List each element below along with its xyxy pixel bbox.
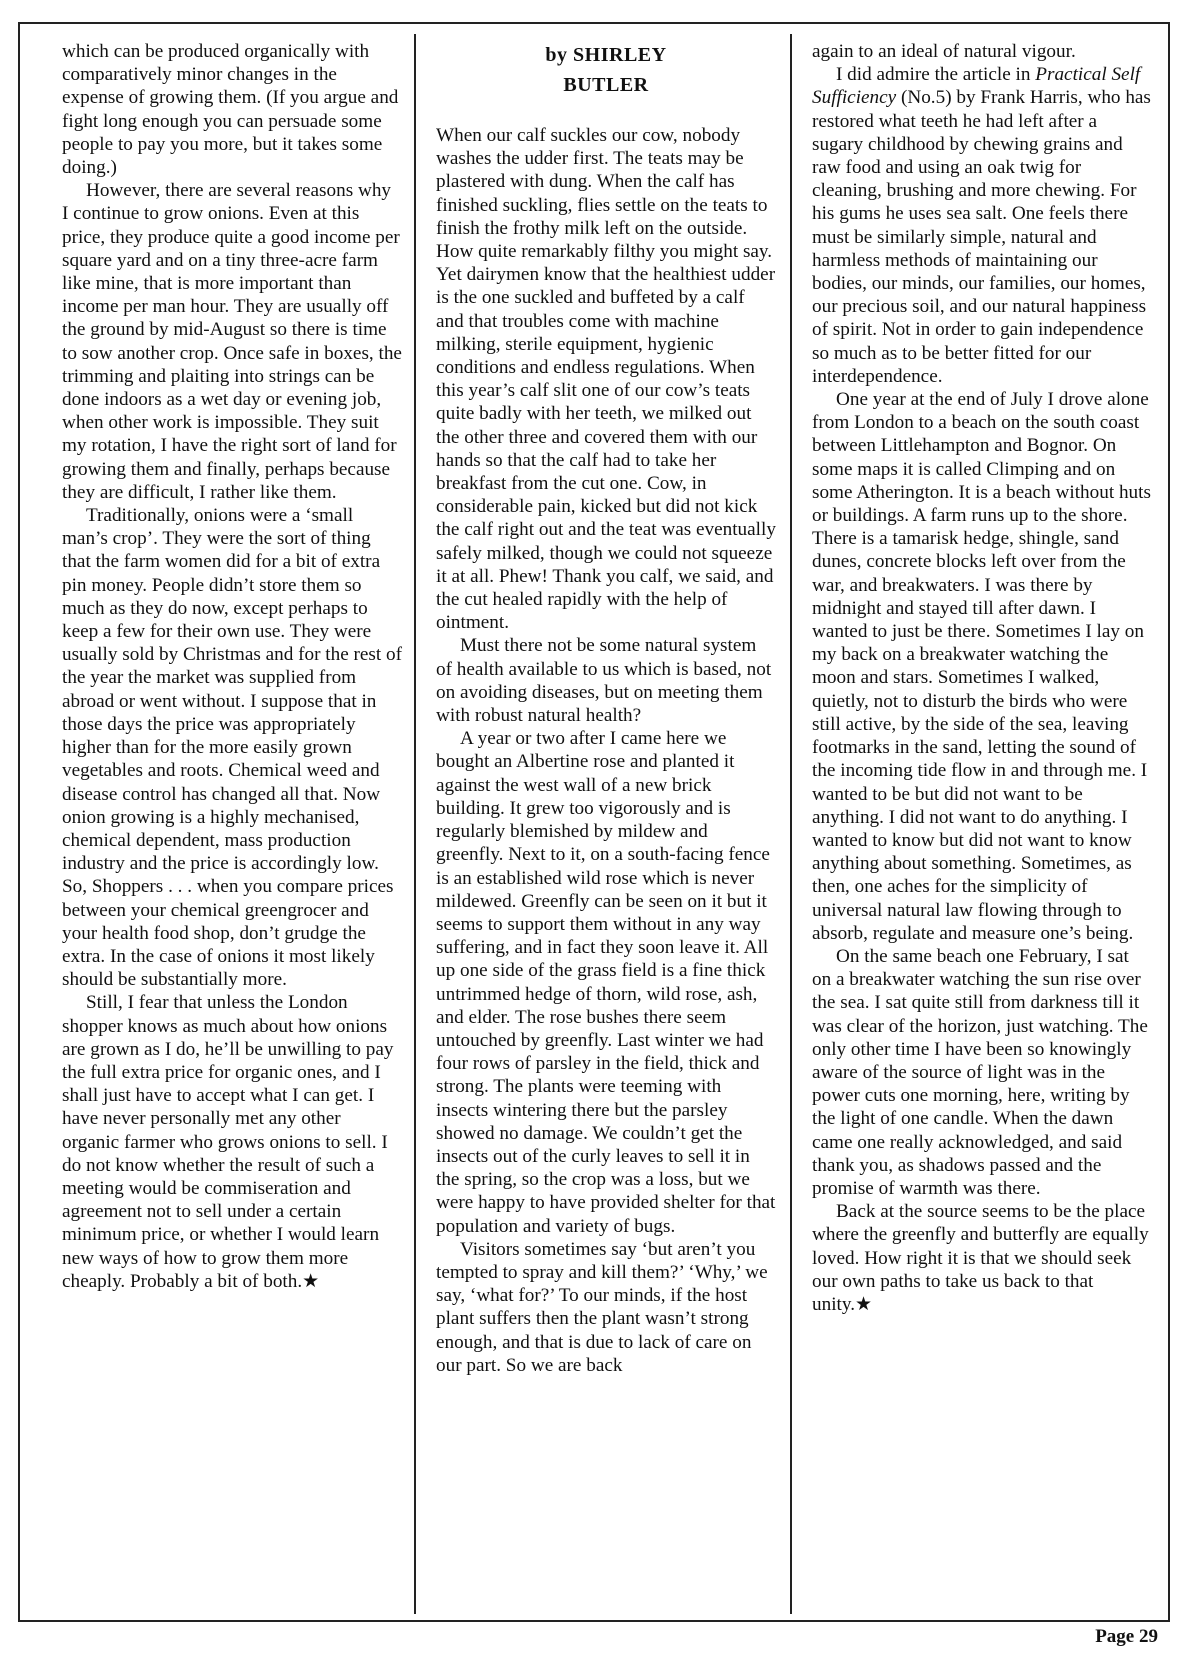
paragraph: However, there are several reasons why I continue to grow onions. Even at this price, they produce quite a good income per square yard and on a tiny three-acre farm like mine, that is more important than income per man hour. They are usually off the ground by mid-August so there is time to sow another crop. Once safe in boxes, the trimming and plaiting into strings can be done indoors as a wet day or evening job, when other work is impossible. They suit my rotation, I have the right sort of land for growing them and finally, perhaps because they are difficult, I rather like them. [62, 180, 402, 503]
paragraph: Visitors sometimes say ‘but aren’t you tempted to spray and kill them?’ ‘Why,’ we say, ‘what for?’ To our minds, if the host plant suffers then the plant wasn’t strong enough, and that is due to lack of care on our part. So we are back [436, 1238, 768, 1376]
text-run: I did admire the article in [836, 64, 1036, 86]
column-3 [812, 40, 1152, 1316]
paragraph: A year or two after I came here we bought an Albertine rose and planted it against the west wall of a new brick building. It grew too vigorously and is regularly blemished by mildew and greenfly. Next to it, on a south-facing fence is an established wild rose which is never mildewed. Greenfly can be seen on it but it seems to support them without in any way suffering, and in fact they soon leave it. All up one side of the grass field is a fine thick untrimmed hedge of thorn, wild rose, ash, and elder. The rose bushes there seem untouched by greenfly. Last winter we had four rows of parsley in the field, thick and strong. The plants were teeming with insects wintering there but the parsley showed no damage. We couldn’t get the insects out of the curly leaves to sell it in the spring, so the crop was a loss, but we were happy to have provided shelter for that population and variety of bugs. [436, 728, 776, 1237]
column-2 [436, 40, 776, 1377]
column-1 [62, 40, 402, 1293]
paragraph: Still, I fear that unless the London shopper knows as much about how onions are grown as I do, he’ll be unwilling to pay the full extra price for organic ones, and I shall just have to accept what I can get. I have never personally met any other organic farmer who grows onions to sell. I do not know whether the result of such a meeting would be commiseration and agreement not to sell under a certain minimum price, or whether I would learn new ways of how to grow them more cheaply. Probably a bit of both.★ [62, 992, 394, 1292]
paragraph: Back at the source seems to be the place where the greenfly and butterfly are equally loved. How right it is that we should seek our own paths to take us back to that unity.★ [812, 1201, 1149, 1315]
paragraph: On the same beach one February, I sat on a breakwater watching the sun rise over the sea. I sat quite still from darkness till it was clear of the horizon, just watching. The only other time I have been so knowingly aware of the source of light was in the power cuts one morning, here, writing by the light of one candle. When the dawn came one really acknowledged, and said thank you, as shadows passed and the promise of warmth was there. [812, 945, 1148, 1199]
paragraph: again to an ideal of natural vigour. [812, 41, 1076, 62]
paragraph: When our calf suckles our cow, nobody washes the udder first. The teats may be plastered with dung. When the calf has finished suckling, flies settle on the teats to finish the frothy milk left on the outside. How quite remarkably filthy you might say. Yet dairymen know that the healthiest udder is the one suckled and buffeted by a calf and that troubles come with machine milking, sterile equipment, hygienic conditions and endless regulations. When this year’s calf slit one of our cow’s teats quite badly with her teeth, we milked out the other three and covered them with our hands so that the calf had to take her breakfast from the cut one. Cow, in considerable pain, kicked but did not kick the calf right out and the teat was eventually safely milked, though we could not squeeze it at all. Phew! Thank you calf, we said, and the cut healed rapidly with the help of ointment. [436, 125, 776, 634]
byline [436, 40, 776, 100]
paragraph: Must there not be some natural system of health available to us which is based, not on avoiding diseases, but on meeting them with robust natural health? [436, 635, 772, 727]
paragraph-with-citation [812, 63, 1152, 388]
paragraph: Traditionally, onions were a ‘small man’s crop’. They were the sort of thing that the farm women did for a bit of extra pin money. People didn’t store them so much as they do now, except perhaps to keep a few for their own use. They were usually sold by Christmas and for the rest of the year the market was supplied from abroad or went without. I suppose that in those days the price was appropriately higher than for the more easily grown vegetables and roots. Chemical weed and disease control has changed all that. Now onion growing is a highly mechanised, chemical dependent, mass production industry and the price is accordingly low. So, Shoppers . . . when you compare prices between your chemical greengrocer and your health food shop, don’t grudge the extra. In the case of onions it most likely should be substantially more. [62, 505, 402, 991]
paragraph: which can be produced organically with comparatively minor changes in the expense of growing them. (If you argue and fight long enough you can persuade some people to pay you more, but it takes some doing.) [62, 41, 399, 179]
column-rule-right [790, 34, 792, 1614]
paragraph: One year at the end of July I drove alone from London to a beach on the south coast between Littlehampton and Bognor. On some maps it is called Climping and on some Atherington. It is a beach without huts or buildings. A farm runs up to the shore. There is a tamarisk hedge, shingle, sand dunes, concrete blocks left over from the war, and breakwaters. I was there by midnight and stayed till after dawn. I wanted to just be there. Sometimes I lay on my back on a breakwater watching the moon and stars. Sometimes I walked, quietly, not to disturb the birds who were still active, by the side of the sea, leaving footmarks in the sand, letting the sound of the incoming tide flow in and through me. I wanted to be but did not want to be anything. I did not want to do anything. I wanted to know but did not want to know anything about something. Sometimes, as then, one aches for the simplicity of universal natural law flowing through to absorb, regulate and measure one’s being. [812, 389, 1151, 944]
publication-title: Practical Self Sufficiency [812, 64, 1141, 109]
byline-line-1: by SHIRLEY [545, 44, 667, 66]
byline-line-2: BUTLER [563, 74, 649, 96]
page-number: Page 29 [1095, 1626, 1158, 1647]
text-run: (No.5) by Frank Harris, who has restored what teeth he had left after a sugary childhood by chewing grains and raw food and using an oak twig for cleaning, brushing and more chewing. For his gums he uses sea salt. One feels there must be similarly simple, natural and harmless methods of maintaining our bodies, our minds, our families, our homes, our precious soil, and our natural happiness of spirit. Not in order to gain independence so much as to be better fitted for our interdependence. [812, 87, 1151, 387]
column-rule-left [414, 34, 416, 1614]
